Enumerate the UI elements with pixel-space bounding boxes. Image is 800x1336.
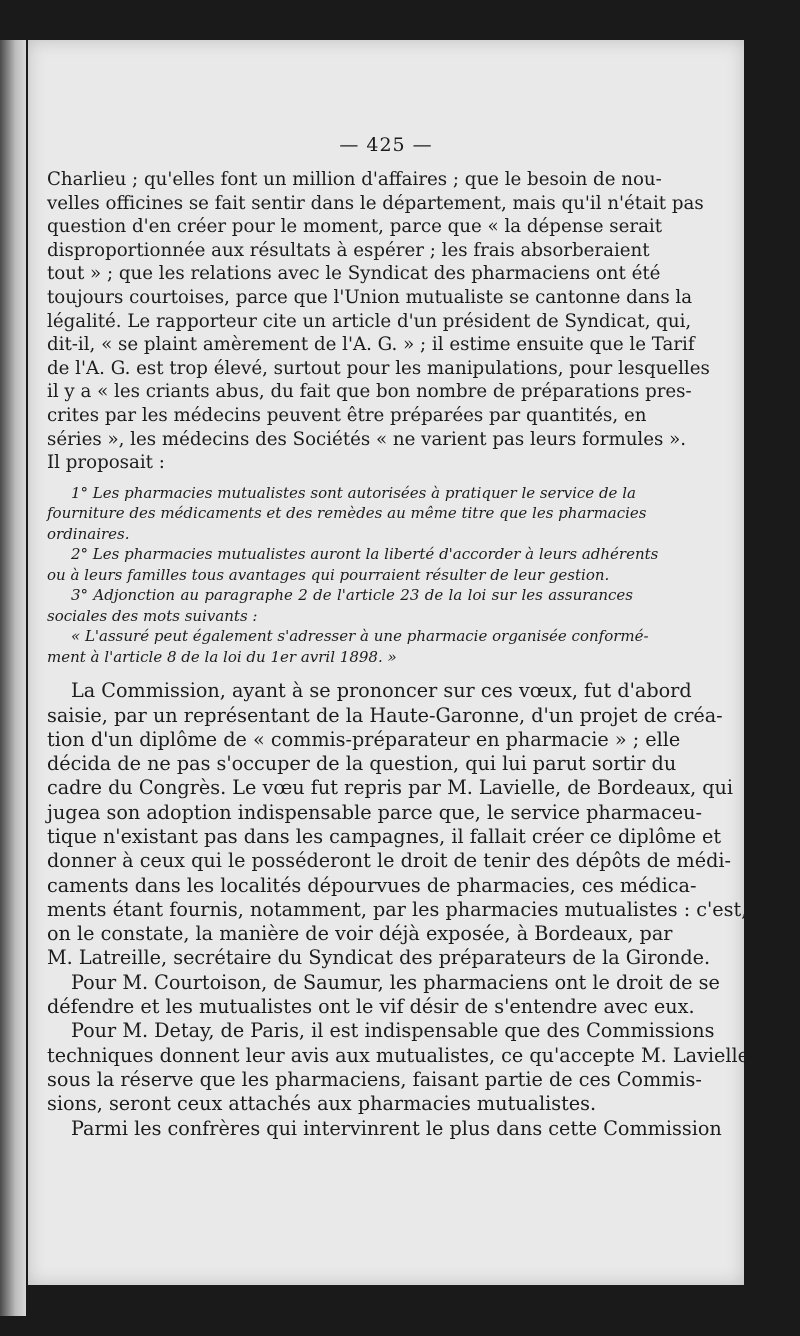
adjacent-page-edge (0, 40, 26, 1316)
text-line: de l'A. G. est trop élevé, surtout pour les manipulations, pour lesquelles (47, 357, 710, 379)
text-line: « L'assuré peut également s'adresser à une pharmacie organisée conformé- (71, 627, 649, 646)
text-line: Pour M. Detay, de Paris, il est indispensable que des Commissions (71, 1019, 715, 1043)
text-line: légalité. Le rapporteur cite un article d'un président de Syndicat, qui, (47, 310, 692, 332)
text-line: caments dans les localités dépourvues de pharmacies, ces médica- (47, 873, 697, 897)
text-line: on le constate, la manière de voir déjà exposée, à Bordeaux, par (47, 922, 673, 946)
text-line: sions, seront ceux attachés aux pharmacies mutualistes. (47, 1092, 597, 1116)
text-line: ment à l'article 8 de la loi du 1er avril 1898. » (47, 647, 397, 666)
text-line: tique n'existant pas dans les campagnes, il fallait créer ce diplôme et (47, 825, 722, 848)
proposal-3 (47, 585, 633, 626)
text-line: Parmi les confrères qui intervinrent le plus dans cette Commission (71, 1116, 722, 1140)
paragraph-4 (47, 1019, 756, 1116)
page-body (47, 168, 756, 1141)
proposal-2 (47, 544, 659, 585)
text-line: tout » ; que les relations avec le Syndicat des pharmaciens ont été (47, 263, 661, 285)
paragraph-3 (47, 970, 720, 1020)
text-line: ordinaires. (47, 524, 130, 543)
text-line: tion d'un diplôme de « commis-préparateur en pharmacie » ; elle (47, 727, 681, 751)
paragraph-5 (47, 1116, 722, 1141)
text-line: toujours courtoises, parce que l'Union mutualiste se cantonne dans la (47, 286, 693, 308)
text-line: défendre et les mutualistes ont le vif désir de s'entendre avec eux. (47, 995, 695, 1019)
paragraph-1 (47, 168, 710, 475)
text-line: La Commission, ayant à se prononcer sur ces vœux, fut d'abord (71, 679, 692, 703)
text-line: 3° Adjonction au paragraphe 2 de l'article 23 de la loi sur les assurances (71, 586, 633, 605)
text-line: 2° Les pharmacies mutualistes auront la liberté d'accorder à leurs adhérents (71, 545, 659, 564)
text-line: question d'en créer pour le moment, parce que « la dépense serait (47, 216, 663, 238)
text-line: sous la réserve que les pharmaciens, faisant partie de ces Commis- (47, 1067, 702, 1091)
text-line: disproportionnée aux résultats à espérer ; les frais absorberaient (47, 239, 650, 261)
commission-discussion (47, 679, 756, 1141)
text-line: techniques donnent leur avis aux mutualistes, ce qu'accepte M. Lavielle, (47, 1043, 756, 1067)
text-line: M. Latreille, secrétaire du Syndicat des préparateurs de la Gironde. (47, 946, 711, 970)
text-line: Il proposait : (47, 452, 165, 474)
paragraph-2 (47, 679, 748, 971)
text-line: sociales des mots suivants : (47, 606, 258, 625)
text-line: il y a « les criants abus, du fait que bon nombre de préparations pres- (47, 381, 692, 403)
text-line: Charlieu ; qu'elles font un million d'affaires ; que le besoin de nou- (47, 169, 662, 190)
text-line: crites par les médecins peuvent être préparées par quantités, en (47, 404, 647, 426)
proposals-list (47, 483, 659, 668)
text-line: cadre du Congrès. Le vœu fut repris par M. Lavielle, de Bordeaux, qui (47, 776, 734, 800)
proposal-3-quote (47, 626, 649, 667)
document-page (28, 40, 756, 1285)
text-line: 1° Les pharmacies mutualistes sont autorisées à pratiquer le service de la (71, 483, 636, 502)
text-line: velles officines se fait sentir dans le département, mais qu'il n'était pas (47, 192, 704, 214)
page-number: — 425 — (339, 134, 433, 156)
text-line: ou à leurs familles tous avantages qui pourraient résulter de leur gestion. (47, 565, 610, 584)
text-line: séries », les médecins des Sociétés « ne varient pas leurs formules ». (47, 428, 687, 450)
text-line: jugea son adoption indispensable parce que, le service pharmaceu- (47, 800, 702, 824)
proposal-1 (47, 483, 647, 545)
text-line: fourniture des médicaments et des remèdes au même titre que les pharmacies (47, 504, 647, 523)
text-line: dit-il, « se plaint amèrement de l'A. G. » ; il estime ensuite que le Tarif (47, 334, 695, 356)
text-line: donner à ceux qui le posséderont le droit de tenir des dépôts de médi- (47, 849, 731, 873)
text-line: Pour M. Courtoison, de Saumur, les pharmaciens ont le droit de se (71, 970, 720, 994)
text-line: décida de ne pas s'occuper de la question, qui lui parut sortir du (47, 752, 677, 776)
text-line: ments étant fournis, notamment, par les pharmacies mutualistes : c'est, (47, 897, 748, 921)
text-line: saisie, par un représentant de la Haute-Garonne, d'un projet de créa- (47, 703, 723, 727)
